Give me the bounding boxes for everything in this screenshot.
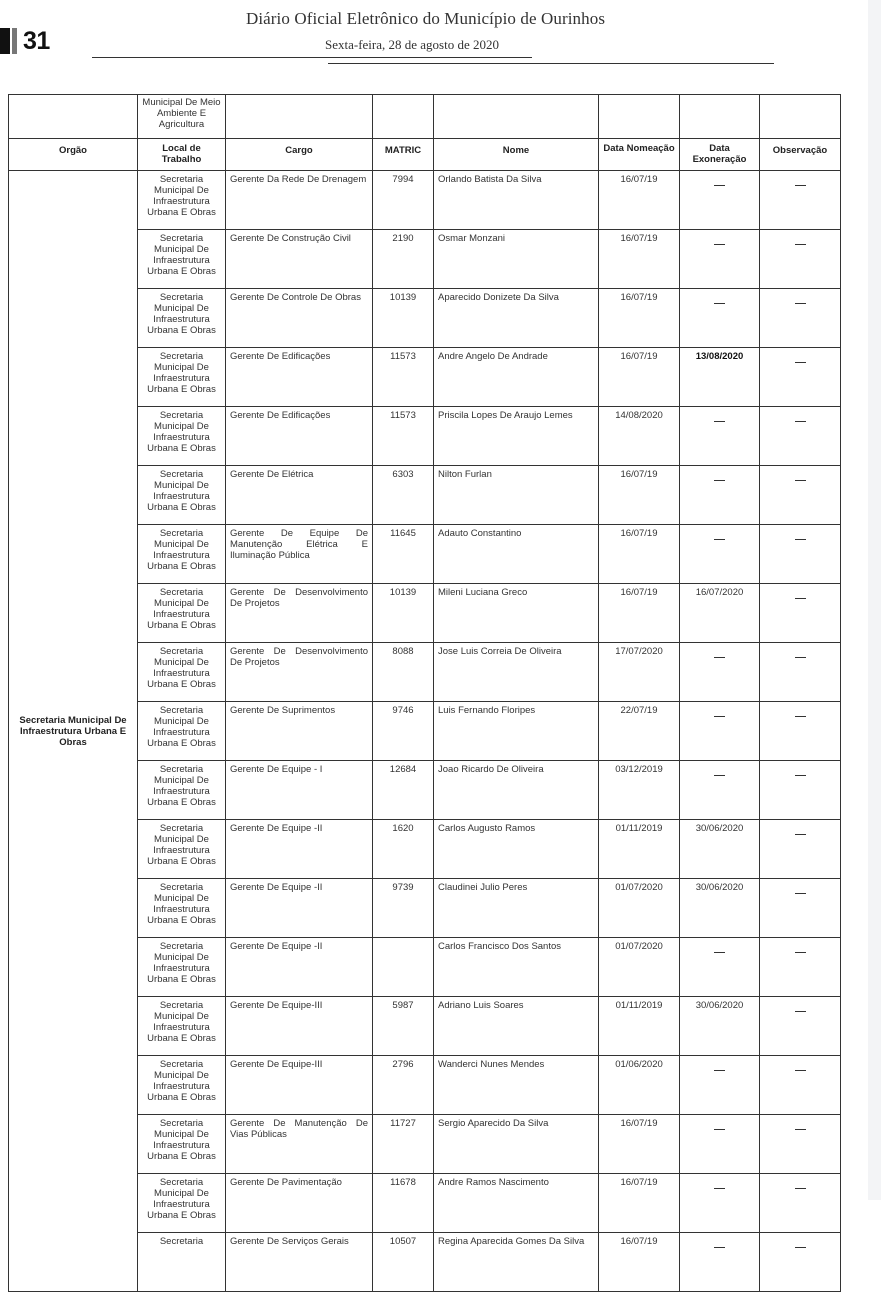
matric-cell: 7994 [373, 171, 434, 230]
observacao-cell [760, 230, 841, 289]
cargo-cell: Gerente De Construção Civil [226, 230, 373, 289]
observacao-cell [760, 525, 841, 584]
observacao-cell [760, 1233, 841, 1292]
orgao-cell: Secretaria Municipal De Infraestrutura Urbana E Obras [9, 171, 138, 1292]
exoneracao-cell [680, 643, 760, 702]
nome-cell: Sergio Aparecido Da Silva [434, 1115, 599, 1174]
exoneracao-cell [680, 1233, 760, 1292]
observacao-cell [760, 1174, 841, 1233]
local-cell: Secretaria Municipal De Infraestrutura Urbana E Obras [138, 1115, 226, 1174]
exoneracao-cell: 30/06/2020 [680, 820, 760, 879]
empty-dash [714, 1188, 725, 1189]
gazette-title: Diário Oficial Eletrônico do Município de Ourinhos [245, 9, 606, 28]
cargo-cell: Gerente De Controle De Obras [226, 289, 373, 348]
nomeacao-cell: 01/11/2019 [599, 820, 680, 879]
nomeacao-cell: 17/07/2020 [599, 643, 680, 702]
cargo-cell: Gerente De Equipe -II [226, 879, 373, 938]
local-cell: Secretaria Municipal De Infraestrutura Urbana E Obras [138, 348, 226, 407]
exoneracao-cell [680, 171, 760, 230]
cargo-cell: Gerente De Equipe De Manutenção Elétrica E Iluminação Pública [226, 525, 373, 584]
carryover-row [9, 95, 841, 139]
exoneracao-cell [680, 1115, 760, 1174]
matric-cell [373, 938, 434, 997]
matric-cell: 9739 [373, 879, 434, 938]
viewer-side-strip [868, 0, 881, 1200]
empty-dash [714, 657, 725, 658]
nome-cell: Nilton Furlan [434, 466, 599, 525]
nome-cell: Adauto Constantino [434, 525, 599, 584]
empty-dash [795, 1011, 806, 1012]
empty-dash [795, 362, 806, 363]
observacao-cell [760, 407, 841, 466]
observacao-cell [760, 820, 841, 879]
local-cell: Secretaria Municipal De Infraestrutura Urbana E Obras [138, 584, 226, 643]
cargo-cell: Gerente De Manutenção De Vias Públicas [226, 1115, 373, 1174]
nomeacao-cell: 03/12/2019 [599, 761, 680, 820]
observacao-cell [760, 348, 841, 407]
empty-dash [795, 1247, 806, 1248]
nomeacao-cell: 22/07/19 [599, 702, 680, 761]
nome-cell: Priscila Lopes De Araujo Lemes [434, 407, 599, 466]
exoneracao-cell: 16/07/2020 [680, 584, 760, 643]
empty-dash [795, 480, 806, 481]
exoneracao-cell: 13/08/2020 [680, 348, 760, 407]
nomeacao-cell: 14/08/2020 [599, 407, 680, 466]
empty-dash [795, 303, 806, 304]
cargo-cell: Gerente De Edificações [226, 407, 373, 466]
local-cell: Secretaria Municipal De Infraestrutura Urbana E Obras [138, 820, 226, 879]
cargo-cell: Gerente De Serviços Gerais [226, 1233, 373, 1292]
empty-dash [795, 716, 806, 717]
local-cell: Secretaria Municipal De Infraestrutura Urbana E Obras [138, 702, 226, 761]
page-marker-bar [0, 28, 10, 54]
gazette-date: Sexta-feira, 28 de agosto de 2020 [325, 37, 500, 52]
observacao-cell [760, 289, 841, 348]
observacao-cell [760, 171, 841, 230]
local-cell: Secretaria Municipal De Infraestrutura Urbana E Obras [138, 643, 226, 702]
matric-cell: 12684 [373, 761, 434, 820]
nome-cell: Orlando Batista Da Silva [434, 171, 599, 230]
cargo-cell: Gerente De Equipe -II [226, 938, 373, 997]
cargo-cell: Gerente De Elétrica [226, 466, 373, 525]
local-cell: Secretaria Municipal De Infraestrutura Urbana E Obras [138, 1056, 226, 1115]
carryover-cell [434, 95, 599, 139]
empty-dash [795, 185, 806, 186]
exoneracao-cell [680, 466, 760, 525]
nomeacao-cell: 01/07/2020 [599, 879, 680, 938]
cargo-cell: Gerente De Suprimentos [226, 702, 373, 761]
cargo-cell: Gerente De Desenvolvimento De Projetos [226, 584, 373, 643]
carryover-cell [599, 95, 680, 139]
nome-cell: Claudinei Julio Peres [434, 879, 599, 938]
empty-dash [714, 1129, 725, 1130]
matric-cell: 11645 [373, 525, 434, 584]
exoneracao-cell [680, 1056, 760, 1115]
nomeacao-cell: 16/07/19 [599, 289, 680, 348]
observacao-cell [760, 761, 841, 820]
col-header-observacao: Observação [760, 139, 841, 171]
matric-cell: 5987 [373, 997, 434, 1056]
empty-dash [795, 539, 806, 540]
carryover-local-cell: Municipal De Meio Ambiente E Agricultura [138, 95, 226, 139]
nome-cell: Andre Ramos Nascimento [434, 1174, 599, 1233]
matric-cell: 6303 [373, 466, 434, 525]
matric-cell: 10139 [373, 289, 434, 348]
local-cell: Secretaria [138, 1233, 226, 1292]
page-number-marker [0, 28, 50, 54]
col-header-matric: MATRIC [373, 139, 434, 171]
nome-cell: Carlos Francisco Dos Santos [434, 938, 599, 997]
cargo-cell: Gerente De Equipe-III [226, 1056, 373, 1115]
exoneracao-cell [680, 938, 760, 997]
exoneracao-cell [680, 230, 760, 289]
nomeacao-cell: 16/07/19 [599, 1174, 680, 1233]
empty-dash [795, 834, 806, 835]
matric-cell: 1620 [373, 820, 434, 879]
matric-cell: 10507 [373, 1233, 434, 1292]
nome-cell: Andre Angelo De Andrade [434, 348, 599, 407]
empty-dash [714, 775, 725, 776]
local-cell: Secretaria Municipal De Infraestrutura Urbana E Obras [138, 997, 226, 1056]
empty-dash [795, 598, 806, 599]
empty-dash [714, 1247, 725, 1248]
empty-dash [714, 185, 725, 186]
observacao-cell [760, 938, 841, 997]
page-number: 31 [23, 26, 50, 55]
matric-cell: 9746 [373, 702, 434, 761]
exoneracao-cell [680, 761, 760, 820]
empty-dash [795, 893, 806, 894]
matric-cell: 10139 [373, 584, 434, 643]
empty-dash [714, 1070, 725, 1071]
header-rule-secondary [328, 63, 774, 64]
nomeacao-cell: 16/07/19 [599, 1115, 680, 1174]
nomeacao-cell: 16/07/19 [599, 584, 680, 643]
observacao-cell [760, 584, 841, 643]
exoneracao-cell [680, 289, 760, 348]
nomeacao-cell: 01/07/2020 [599, 938, 680, 997]
matric-cell: 11678 [373, 1174, 434, 1233]
cargo-cell: Gerente De Equipe - I [226, 761, 373, 820]
cargo-cell: Gerente De Desenvolvimento De Projetos [226, 643, 373, 702]
empty-dash [714, 952, 725, 953]
exoneracao-cell: 30/06/2020 [680, 997, 760, 1056]
cargo-cell: Gerente Da Rede De Drenagem [226, 171, 373, 230]
matric-cell: 11727 [373, 1115, 434, 1174]
empty-dash [714, 480, 725, 481]
nome-cell: Carlos Augusto Ramos [434, 820, 599, 879]
empty-dash [795, 952, 806, 953]
nome-cell: Luis Fernando Floripes [434, 702, 599, 761]
carryover-cell [760, 95, 841, 139]
local-cell: Secretaria Municipal De Infraestrutura Urbana E Obras [138, 761, 226, 820]
empty-dash [795, 1129, 806, 1130]
observacao-cell [760, 466, 841, 525]
nomeacao-cell: 01/06/2020 [599, 1056, 680, 1115]
carryover-cell [680, 95, 760, 139]
observacao-cell [760, 1115, 841, 1174]
empty-dash [795, 421, 806, 422]
carryover-cell [373, 95, 434, 139]
appointments-table [8, 94, 841, 1292]
observacao-cell [760, 879, 841, 938]
nome-cell: Wanderci Nunes Mendes [434, 1056, 599, 1115]
local-cell: Secretaria Municipal De Infraestrutura Urbana E Obras [138, 879, 226, 938]
empty-dash [714, 716, 725, 717]
header-row [9, 139, 841, 171]
empty-dash [714, 421, 725, 422]
exoneracao-cell: 30/06/2020 [680, 879, 760, 938]
header-rule [92, 57, 532, 58]
local-cell: Secretaria Municipal De Infraestrutura Urbana E Obras [138, 1174, 226, 1233]
col-header-orgao: Orgão [9, 139, 138, 171]
nomeacao-cell: 16/07/19 [599, 230, 680, 289]
matric-cell: 2190 [373, 230, 434, 289]
matric-cell: 11573 [373, 407, 434, 466]
local-cell: Secretaria Municipal De Infraestrutura Urbana E Obras [138, 230, 226, 289]
nome-cell: Joao Ricardo De Oliveira [434, 761, 599, 820]
cargo-cell: Gerente De Edificações [226, 348, 373, 407]
cargo-cell: Gerente De Equipe -II [226, 820, 373, 879]
exoneracao-cell [680, 407, 760, 466]
empty-dash [795, 775, 806, 776]
gazette-title-wrap [0, 9, 881, 29]
local-cell: Secretaria Municipal De Infraestrutura Urbana E Obras [138, 171, 226, 230]
empty-dash [795, 1188, 806, 1189]
matric-cell: 8088 [373, 643, 434, 702]
carryover-orgao-cell [9, 95, 138, 139]
nomeacao-cell: 01/11/2019 [599, 997, 680, 1056]
matric-cell: 2796 [373, 1056, 434, 1115]
nomeacao-cell: 16/07/19 [599, 525, 680, 584]
col-header-exoneracao: Data Exoneração [680, 139, 760, 171]
nomeacao-cell: 16/07/19 [599, 1233, 680, 1292]
nome-cell: Aparecido Donizete Da Silva [434, 289, 599, 348]
nome-cell: Jose Luis Correia De Oliveira [434, 643, 599, 702]
exoneracao-cell [680, 1174, 760, 1233]
nomeacao-cell: 16/07/19 [599, 348, 680, 407]
cargo-cell: Gerente De Pavimentação [226, 1174, 373, 1233]
col-header-local: Local de Trabalho [138, 139, 226, 171]
observacao-cell [760, 997, 841, 1056]
observacao-cell [760, 643, 841, 702]
col-header-nome: Nome [434, 139, 599, 171]
empty-dash [714, 303, 725, 304]
empty-dash [714, 244, 725, 245]
nome-cell: Regina Aparecida Gomes Da Silva [434, 1233, 599, 1292]
exoneracao-cell [680, 525, 760, 584]
local-cell: Secretaria Municipal De Infraestrutura Urbana E Obras [138, 525, 226, 584]
matric-cell: 11573 [373, 348, 434, 407]
local-cell: Secretaria Municipal De Infraestrutura Urbana E Obras [138, 407, 226, 466]
local-cell: Secretaria Municipal De Infraestrutura Urbana E Obras [138, 466, 226, 525]
empty-dash [795, 657, 806, 658]
table-row [9, 171, 841, 230]
cargo-cell: Gerente De Equipe-III [226, 997, 373, 1056]
nomeacao-cell: 16/07/19 [599, 171, 680, 230]
carryover-cell [226, 95, 373, 139]
nomeacao-cell: 16/07/19 [599, 466, 680, 525]
empty-dash [714, 539, 725, 540]
exoneracao-cell [680, 702, 760, 761]
local-cell: Secretaria Municipal De Infraestrutura Urbana E Obras [138, 289, 226, 348]
observacao-cell [760, 702, 841, 761]
col-header-cargo: Cargo [226, 139, 373, 171]
empty-dash [795, 1070, 806, 1071]
nome-cell: Mileni Luciana Greco [434, 584, 599, 643]
local-cell: Secretaria Municipal De Infraestrutura Urbana E Obras [138, 938, 226, 997]
page-marker-bar-secondary [12, 28, 17, 54]
observacao-cell [760, 1056, 841, 1115]
col-header-nomeacao: Data Nomeação [599, 139, 680, 171]
empty-dash [795, 244, 806, 245]
nome-cell: Adriano Luis Soares [434, 997, 599, 1056]
nome-cell: Osmar Monzani [434, 230, 599, 289]
